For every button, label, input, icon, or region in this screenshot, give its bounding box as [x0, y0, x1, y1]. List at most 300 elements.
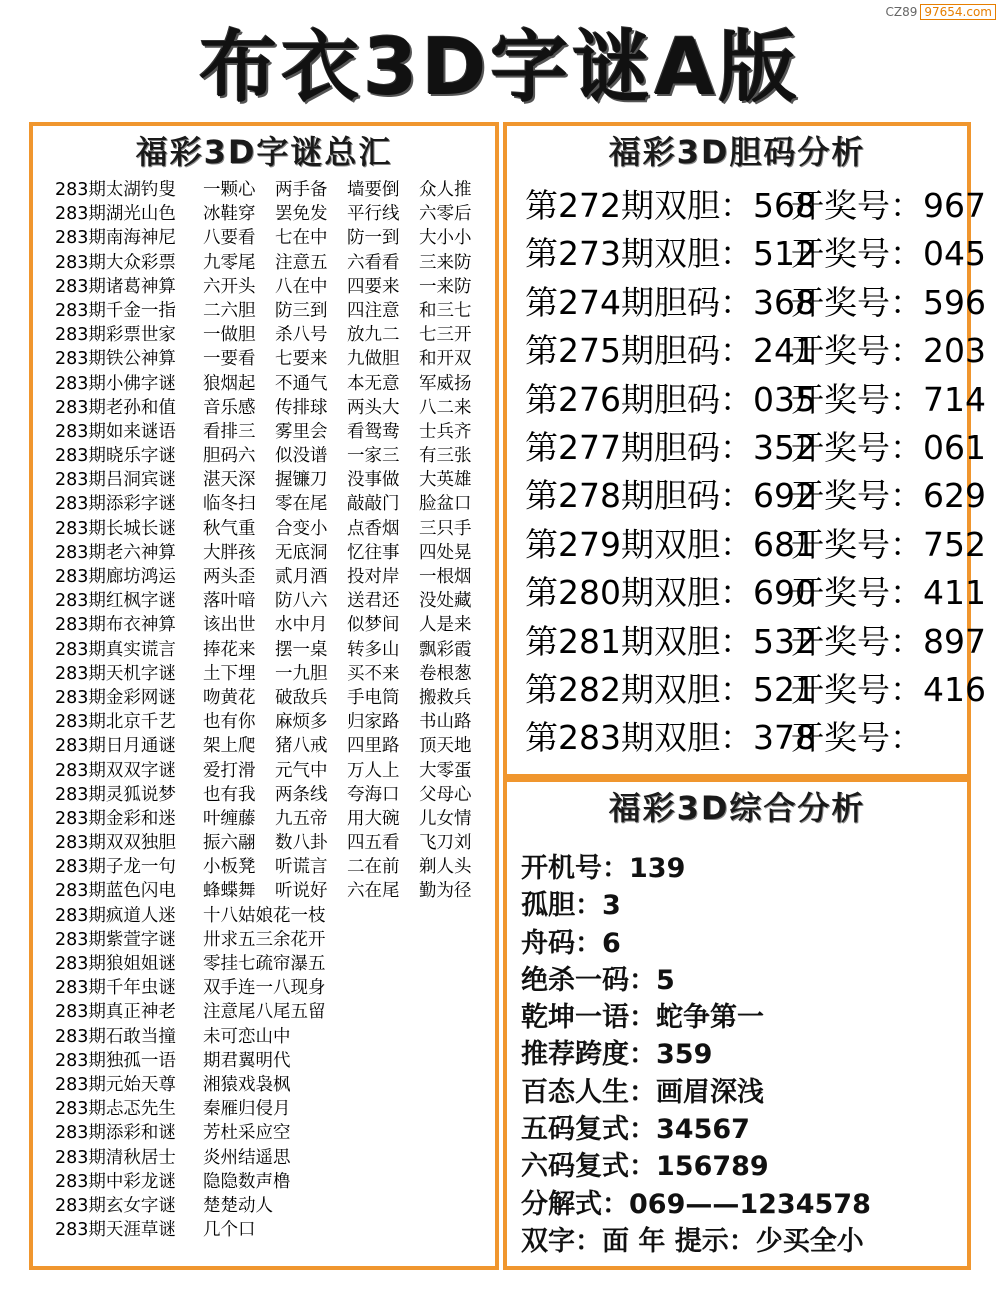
analysis-label: 绝杀一码： [521, 964, 656, 996]
draw-number: 开奖号：061 [791, 427, 986, 467]
riddle-source: 283期老六神算 [55, 542, 176, 563]
riddle-source: 283期狼姐姐谜 [55, 954, 176, 974]
riddle-clue: 两手备 [275, 180, 328, 200]
riddle-clue: 八要看 [203, 228, 256, 249]
riddle-source: 283期子龙一句 [55, 857, 176, 878]
watermark-site: 97654.com [920, 4, 996, 20]
riddle-summary-title: 福彩3D字谜总汇 [135, 133, 393, 171]
riddle-clue: 飘彩霞 [419, 639, 472, 660]
dan-analysis-title: 福彩3D胆码分析 [608, 133, 866, 171]
analysis-value: 3 [602, 890, 621, 922]
riddle-clue: 土下埋 [203, 663, 256, 684]
riddle-source: 283期千年虫谜 [55, 978, 176, 999]
comprehensive-analysis-panel [503, 778, 971, 1270]
riddle-clue: 四处晃 [419, 542, 472, 563]
riddle-text: 秦雁归侵月 [203, 1099, 291, 1120]
analysis-value: 面 年 提示：少买全小 [602, 1225, 864, 1257]
riddle-row [55, 226, 495, 250]
riddle-clue: 转多山 [347, 639, 400, 660]
analysis-label: 推荐跨度： [521, 1039, 656, 1071]
riddle-clue: 吻黄花 [203, 687, 256, 708]
riddle-clue: 听谎言 [275, 857, 328, 878]
riddle-source: 283期双双独胆 [55, 833, 176, 854]
riddle-source: 283期玄女字谜 [55, 1195, 176, 1216]
riddle-text: 期君翼明代 [203, 1050, 291, 1071]
riddle-clue: 合变小 [275, 518, 328, 539]
dan-row [525, 521, 986, 569]
analysis-row [521, 962, 967, 999]
riddle-clue: 落叶喑 [203, 591, 256, 612]
riddle-clue: 该出世 [203, 615, 256, 636]
riddle-clue: 数八卦 [275, 833, 328, 854]
riddle-row [55, 517, 495, 541]
riddle-text: 零挂七疏帘瀑五 [203, 954, 326, 974]
riddle-clue: 有三张 [419, 446, 472, 467]
riddle-row [55, 638, 495, 662]
dan-row [525, 666, 986, 714]
riddle-source: 283期湖光山色 [55, 204, 176, 225]
riddle-source: 283期添彩字谜 [55, 494, 176, 515]
riddle-source: 283期晓乐字谜 [55, 446, 176, 467]
riddle-source: 283期北京千艺 [55, 712, 176, 733]
analysis-label: 乾坤一语： [521, 1002, 656, 1034]
riddle-clue: 八二来 [419, 397, 472, 418]
riddle-clue: 似梦间 [347, 615, 400, 636]
draw-number: 开奖号：897 [791, 621, 986, 661]
riddle-row [55, 299, 495, 323]
riddle-clue: 蜂蝶舞 [203, 881, 256, 902]
riddle-text: 注意尾八尾五留 [203, 1002, 326, 1023]
riddle-source: 283期真实谎言 [55, 639, 176, 660]
dan-code: 第283期双胆：378 [525, 718, 816, 758]
riddle-row [55, 468, 495, 492]
riddle-source: 283期紫萱字谜 [55, 929, 176, 950]
riddle-row [55, 879, 495, 903]
riddle-clue: 九做胆 [347, 349, 400, 370]
riddle-clue: 罢免发 [275, 204, 328, 225]
riddle-source: 283期疯道人迷 [55, 905, 176, 926]
riddle-clue: 六看看 [347, 252, 400, 273]
riddle-clue: 一家三 [347, 446, 400, 467]
riddle-clue: 握镰刀 [275, 470, 328, 491]
riddle-list [33, 178, 495, 1242]
dan-row [525, 424, 986, 472]
analysis-label: 开机号： [521, 853, 629, 884]
dan-code: 第275期胆码：241 [525, 331, 816, 371]
riddle-source: 283期日月通谜 [55, 736, 176, 757]
page-title: 布衣3D字谜A版 [199, 23, 801, 113]
riddle-clue: 平行线 [347, 204, 400, 225]
riddle-clue: 九零尾 [203, 252, 256, 273]
riddle-clue: 书山路 [419, 712, 472, 733]
analysis-value: 359 [656, 1039, 713, 1071]
dan-code: 第277期胆码：352 [525, 427, 816, 467]
riddle-clue: 归家路 [347, 712, 400, 733]
riddle-clue: 墙要倒 [347, 180, 400, 200]
analysis-label: 百态人生： [521, 1076, 656, 1108]
riddle-row [55, 1218, 495, 1242]
riddle-source: 283期添彩和谜 [55, 1123, 176, 1144]
riddle-row [55, 759, 495, 783]
riddle-source: 283期双双字谜 [55, 760, 176, 781]
riddle-clue: 胆码六 [203, 446, 256, 467]
analysis-row [521, 887, 967, 924]
riddle-row [55, 734, 495, 758]
riddle-clue: 没处藏 [419, 591, 472, 612]
dan-code: 第279期双胆：681 [525, 524, 816, 564]
riddle-clue: 二在前 [347, 857, 400, 878]
riddle-text: 隐隐数声橹 [203, 1171, 291, 1192]
riddle-clue: 小板凳 [203, 857, 256, 878]
riddle-source: 283期布衣神算 [55, 615, 176, 636]
analysis-label: 五码复式： [521, 1114, 656, 1146]
comprehensive-analysis-title: 福彩3D综合分析 [608, 789, 866, 827]
riddle-source: 283期千金一指 [55, 300, 176, 321]
riddle-row [55, 565, 495, 589]
riddle-row [55, 904, 495, 928]
riddle-source: 283期清秋居士 [55, 1147, 176, 1168]
dan-code: 第274期胆码：368 [525, 282, 816, 322]
riddle-clue: 一颗心 [203, 180, 256, 200]
analysis-list [507, 834, 967, 1260]
riddle-source: 283期吕洞宾谜 [55, 470, 176, 491]
riddle-clue: 雾里会 [275, 421, 328, 442]
riddle-clue: 大胖孩 [203, 542, 256, 563]
dan-row [525, 182, 986, 230]
riddle-row [55, 807, 495, 831]
riddle-clue: 看鸳鸯 [347, 421, 400, 442]
riddle-clue: 六开头 [203, 276, 256, 297]
riddle-clue: 四要来 [347, 276, 400, 297]
riddle-clue: 无底洞 [275, 542, 328, 563]
riddle-row [55, 420, 495, 444]
riddle-row [55, 541, 495, 565]
riddle-row [55, 613, 495, 637]
riddle-clue: 六零后 [419, 204, 472, 225]
riddle-source: 283期彩票世家 [55, 325, 176, 346]
riddle-clue: 二六胆 [203, 300, 256, 321]
riddle-source: 283期南海神尼 [55, 228, 176, 249]
riddle-clue: 忆往事 [347, 542, 400, 563]
riddle-source: 283期真正神老 [55, 1002, 176, 1023]
riddle-row [55, 589, 495, 613]
riddle-row [55, 952, 495, 976]
riddle-clue: 七要来 [275, 349, 328, 370]
riddle-clue: 叶缠藤 [203, 808, 256, 829]
analysis-label: 孤胆： [521, 890, 602, 922]
riddle-clue: 敲敲门 [347, 494, 400, 515]
dan-row [525, 472, 986, 520]
riddle-clue: 捧花来 [203, 639, 256, 660]
riddle-row [55, 178, 495, 202]
draw-number: 开奖号：416 [791, 669, 986, 709]
riddle-summary-panel [29, 122, 499, 1270]
analysis-row [521, 1074, 967, 1111]
riddle-row [55, 347, 495, 371]
riddle-source: 283期廊坊鸿运 [55, 567, 176, 587]
analysis-row [521, 1148, 967, 1185]
riddle-text: 楚楚动人 [203, 1195, 273, 1216]
riddle-row [55, 1194, 495, 1218]
riddle-clue: 湛天深 [203, 470, 256, 491]
analysis-value: 6 [602, 927, 621, 959]
dan-row [525, 618, 986, 666]
riddle-clue: 冰鞋穿 [203, 204, 256, 225]
riddle-clue: 防八六 [275, 591, 328, 612]
dan-code: 第273期双胆：512 [525, 234, 816, 274]
riddle-clue: 用大碗 [347, 808, 400, 829]
riddle-source: 283期天涯草谜 [55, 1220, 176, 1241]
riddle-row [55, 275, 495, 299]
riddle-source: 283期忐忑先生 [55, 1099, 176, 1120]
riddle-row [55, 1000, 495, 1024]
riddle-row [55, 1121, 495, 1145]
riddle-clue: 投对岸 [347, 567, 400, 587]
riddle-clue: 音乐感 [203, 397, 256, 418]
analysis-label: 六码复式： [521, 1151, 656, 1183]
riddle-row [55, 1025, 495, 1049]
riddle-clue: 七在中 [275, 228, 328, 249]
riddle-source: 283期诸葛神算 [55, 276, 176, 297]
riddle-row [55, 492, 495, 516]
riddle-clue: 七三开 [419, 325, 472, 346]
riddle-clue: 士兵齐 [419, 421, 472, 442]
riddle-clue: 手电筒 [347, 687, 400, 708]
riddle-clue: 两头大 [347, 397, 400, 418]
riddle-source: 283期小佛字谜 [55, 373, 176, 394]
riddle-row [55, 686, 495, 710]
riddle-clue: 秋气重 [203, 518, 256, 539]
dan-list [507, 178, 986, 763]
riddle-row [55, 396, 495, 420]
draw-number: 开奖号：629 [791, 476, 986, 516]
riddle-text: 湘猿戏袅枫 [203, 1074, 291, 1095]
riddle-clue: 一根烟 [419, 567, 472, 587]
analysis-row [521, 999, 967, 1036]
analysis-value: 画眉深浅 [656, 1076, 764, 1108]
riddle-source: 283期老孙和值 [55, 397, 176, 418]
analysis-row [521, 1186, 967, 1223]
riddle-clue: 买不来 [347, 663, 400, 684]
riddle-row [55, 1097, 495, 1121]
riddle-clue: 一九胆 [275, 663, 328, 684]
riddle-clue: 临冬扫 [203, 494, 256, 515]
riddle-clue: 没事做 [347, 470, 400, 491]
analysis-value: 139 [629, 853, 686, 884]
riddle-row [55, 976, 495, 1000]
riddle-clue: 也有我 [203, 784, 256, 805]
riddle-row [55, 1049, 495, 1073]
riddle-clue: 似没谱 [275, 446, 328, 467]
dan-row [525, 230, 986, 278]
riddle-row [55, 444, 495, 468]
riddle-source: 283期天机字谜 [55, 663, 176, 684]
riddle-clue: 摆一桌 [275, 639, 328, 660]
riddle-clue: 和开双 [419, 349, 472, 370]
riddle-source: 283期独孤一语 [55, 1050, 176, 1071]
dan-row [525, 714, 967, 762]
riddle-row [55, 202, 495, 226]
draw-number: 开奖号：752 [791, 524, 986, 564]
riddle-source: 283期大众彩票 [55, 252, 176, 273]
riddle-clue: 六在尾 [347, 881, 400, 902]
analysis-row [521, 1036, 967, 1073]
riddle-clue: 杀八号 [275, 325, 328, 346]
riddle-row [55, 372, 495, 396]
riddle-clue: 父母心 [419, 784, 472, 805]
riddle-source: 283期如来谜语 [55, 421, 176, 442]
riddle-row [55, 1146, 495, 1170]
riddle-clue: 点香烟 [347, 518, 400, 539]
analysis-row [521, 1111, 967, 1148]
riddle-clue: 麻烦多 [275, 712, 328, 733]
riddle-clue: 水中月 [275, 615, 328, 636]
riddle-clue: 一要看 [203, 349, 256, 370]
riddle-row [55, 928, 495, 952]
dan-code: 第272期双胆：568 [525, 186, 816, 225]
riddle-clue: 夸海口 [347, 784, 400, 805]
analysis-label: 分解式： [521, 1188, 629, 1220]
riddle-text: 十八姑娘花一枝 [203, 905, 326, 926]
riddle-clue: 和三七 [419, 300, 472, 321]
riddle-text: 卅求五三余花开 [203, 929, 326, 950]
riddle-clue: 四里路 [347, 736, 400, 757]
riddle-text: 未可恋山中 [203, 1026, 291, 1047]
riddle-source: 283期蓝色闪电 [55, 881, 176, 902]
analysis-row [521, 925, 967, 962]
riddle-text: 几个口 [203, 1220, 256, 1241]
analysis-row [521, 1223, 967, 1260]
dan-row [525, 279, 986, 327]
riddle-row [55, 783, 495, 807]
riddle-clue: 众人推 [419, 180, 472, 200]
riddle-clue: 听说好 [275, 881, 328, 902]
analysis-value: 34567 [656, 1114, 750, 1146]
riddle-clue: 也有你 [203, 712, 256, 733]
riddle-source: 283期铁公神算 [55, 349, 176, 370]
riddle-clue: 四注意 [347, 300, 400, 321]
riddle-clue: 注意五 [275, 252, 328, 273]
riddle-row [55, 251, 495, 275]
riddle-row [55, 1170, 495, 1194]
riddle-text: 双手连一八现身 [203, 978, 326, 999]
riddle-clue: 猪八戒 [275, 736, 328, 757]
riddle-source: 283期元始天尊 [55, 1074, 176, 1095]
dan-row [525, 569, 986, 617]
dan-code: 第278期胆码：692 [525, 476, 816, 516]
riddle-clue: 送君还 [347, 591, 400, 612]
riddle-clue: 贰月酒 [275, 567, 328, 587]
dan-code: 第276期胆码：035 [525, 379, 816, 419]
riddle-clue: 架上爬 [203, 736, 256, 757]
riddle-clue: 看排三 [203, 421, 256, 442]
riddle-clue: 万人上 [347, 760, 400, 781]
riddle-text: 炎州结遥思 [203, 1147, 291, 1168]
analysis-value: 069——1234578 [629, 1188, 871, 1220]
riddle-row [55, 662, 495, 686]
riddle-clue: 传排球 [275, 397, 328, 418]
riddle-source: 283期金彩和迷 [55, 808, 176, 829]
riddle-clue: 卷根葱 [419, 663, 472, 684]
analysis-row [521, 850, 967, 887]
riddle-clue: 本无意 [347, 373, 400, 394]
riddle-clue: 四五看 [347, 833, 400, 854]
riddle-clue: 元气中 [275, 760, 328, 781]
riddle-clue: 九五帝 [275, 808, 328, 829]
analysis-value: 5 [656, 964, 675, 996]
watermark-prefix: CZ89 [885, 5, 918, 19]
riddle-source: 283期中彩龙谜 [55, 1171, 176, 1192]
dan-analysis-panel [503, 122, 986, 778]
riddle-clue: 防三到 [275, 300, 328, 321]
riddle-clue: 爱打滑 [203, 760, 256, 781]
riddle-row [55, 831, 495, 855]
riddle-clue: 三来防 [419, 252, 472, 273]
riddle-clue: 破敌兵 [275, 687, 328, 708]
riddle-clue: 两头歪 [203, 567, 256, 587]
riddle-source: 283期红枫字谜 [55, 591, 176, 612]
riddle-clue: 零在尾 [275, 494, 328, 515]
riddle-clue: 儿女情 [419, 808, 472, 829]
riddle-text: 芳杜采应空 [203, 1123, 291, 1144]
riddle-clue: 人是来 [419, 615, 472, 636]
dan-row [525, 327, 986, 375]
riddle-clue: 放九二 [347, 325, 400, 346]
riddle-source: 283期灵狐说梦 [55, 784, 176, 805]
riddle-source: 283期长城长谜 [55, 518, 176, 539]
riddle-clue: 振六翮 [203, 833, 256, 854]
riddle-clue: 不通气 [275, 373, 328, 394]
riddle-clue: 三只手 [419, 518, 472, 539]
analysis-label: 双字： [521, 1225, 602, 1257]
riddle-row [55, 855, 495, 879]
analysis-value: 蛇争第一 [656, 1002, 764, 1034]
riddle-clue: 勤为径 [419, 881, 472, 902]
dan-code: 第281期双胆：532 [525, 621, 816, 661]
riddle-source: 283期金彩网谜 [55, 687, 176, 708]
draw-number: 开奖号：045 [791, 234, 986, 274]
draw-number: 开奖号：411 [791, 573, 986, 613]
draw-number: 开奖号： [791, 718, 923, 758]
riddle-clue: 大零蛋 [419, 760, 472, 781]
dan-code: 第280期双胆：690 [525, 573, 816, 613]
riddle-clue: 一来防 [419, 276, 472, 297]
riddle-clue: 军威扬 [419, 373, 472, 394]
draw-number: 开奖号：967 [791, 186, 986, 225]
dan-code: 第282期双胆：521 [525, 669, 816, 709]
riddle-clue: 飞刀刘 [419, 833, 472, 854]
riddle-clue: 大小小 [419, 228, 472, 249]
draw-number: 开奖号：714 [791, 379, 986, 419]
riddle-clue: 防一到 [347, 228, 400, 249]
riddle-source: 283期太湖钓叟 [55, 180, 176, 200]
draw-number: 开奖号：596 [791, 282, 986, 322]
riddle-row [55, 710, 495, 734]
riddle-clue: 剃人头 [419, 857, 472, 878]
riddle-clue: 脸盆口 [419, 494, 472, 515]
draw-number: 开奖号：203 [791, 331, 986, 371]
dan-row [525, 376, 986, 424]
riddle-clue: 两条线 [275, 784, 328, 805]
riddle-clue: 一做胆 [203, 325, 256, 346]
riddle-clue: 大英雄 [419, 470, 472, 491]
riddle-clue: 顶天地 [419, 736, 472, 757]
riddle-source: 283期石敢当撞 [55, 1026, 176, 1047]
riddle-clue: 搬救兵 [419, 687, 472, 708]
riddle-row [55, 323, 495, 347]
riddle-clue: 狼烟起 [203, 373, 256, 394]
riddle-clue: 八在中 [275, 276, 328, 297]
